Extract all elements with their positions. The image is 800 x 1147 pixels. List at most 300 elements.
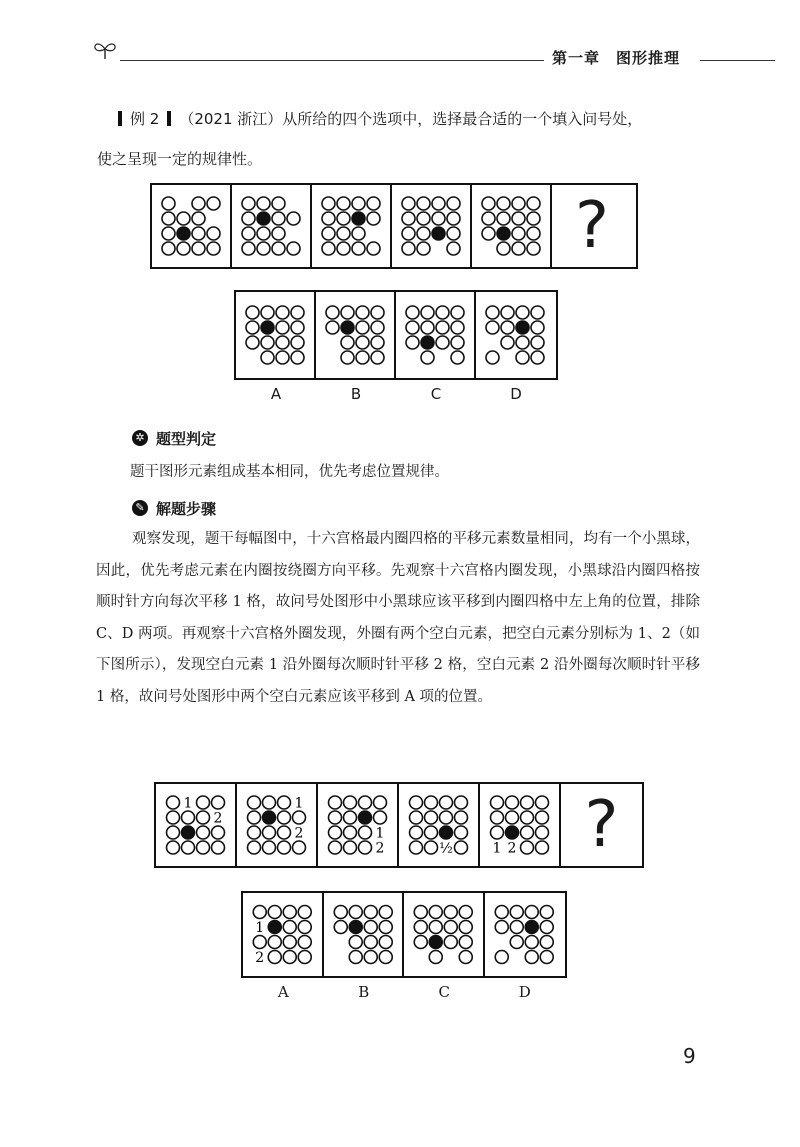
white-circle xyxy=(329,841,342,854)
top-options-strip xyxy=(234,290,558,380)
white-circle xyxy=(263,826,276,839)
white-circle xyxy=(440,811,453,824)
white-circle xyxy=(162,242,175,255)
white-circle xyxy=(326,306,339,319)
white-circle xyxy=(197,796,210,809)
white-circle xyxy=(417,212,430,225)
circle-grid xyxy=(243,893,322,976)
white-circle xyxy=(414,921,427,934)
white-circle xyxy=(291,306,304,319)
tag-bar-right xyxy=(167,111,171,126)
white-circle xyxy=(192,227,205,240)
white-circle xyxy=(402,242,415,255)
white-circle xyxy=(497,242,510,255)
white-circle xyxy=(197,841,210,854)
white-circle xyxy=(278,826,291,839)
white-circle xyxy=(451,336,464,349)
white-circle xyxy=(432,197,445,210)
option-label-d: D xyxy=(510,385,522,403)
white-circle xyxy=(261,351,274,364)
white-circle xyxy=(192,242,205,255)
white-circle xyxy=(356,321,369,334)
blank-label: 2 xyxy=(213,810,223,827)
white-circle xyxy=(212,796,225,809)
white-circle xyxy=(337,197,350,210)
white-circle xyxy=(491,796,504,809)
option-label-b: B xyxy=(358,983,370,1001)
white-circle xyxy=(506,811,519,824)
example-source: （2021 浙江） xyxy=(179,110,283,128)
white-circle xyxy=(455,796,468,809)
circle-grid xyxy=(485,893,564,976)
circle-grid xyxy=(324,893,403,976)
white-circle xyxy=(482,212,495,225)
option-label-a: A xyxy=(270,385,282,403)
white-circle xyxy=(447,197,460,210)
option-panel-a[interactable] xyxy=(243,893,324,976)
question-panel xyxy=(552,185,632,267)
white-circle xyxy=(268,906,281,919)
white-circle xyxy=(379,936,392,949)
white-circle xyxy=(263,841,276,854)
white-circle xyxy=(356,306,369,319)
white-circle xyxy=(436,306,449,319)
white-circle xyxy=(501,321,514,334)
white-circle xyxy=(406,306,419,319)
sequence-panel xyxy=(472,185,552,267)
white-circle xyxy=(510,906,523,919)
white-circle xyxy=(491,826,504,839)
circle-grid xyxy=(318,784,397,866)
sequence-panel xyxy=(237,784,318,866)
section-type-body: 题干图形元素组成基本相同，优先考虑位置规律。 xyxy=(130,464,449,480)
circle-grid xyxy=(237,784,316,866)
tag-bar-left xyxy=(118,111,122,126)
white-circle xyxy=(298,951,311,964)
sequence-panel xyxy=(156,784,237,866)
white-circle xyxy=(167,826,180,839)
header-rule-right xyxy=(700,60,775,61)
white-circle xyxy=(257,242,270,255)
blank-label: 2 xyxy=(375,840,385,857)
blank-label: 1 xyxy=(375,825,385,842)
white-circle xyxy=(278,841,291,854)
white-circle xyxy=(527,212,540,225)
white-circle xyxy=(406,336,419,349)
white-circle xyxy=(540,906,553,919)
white-circle xyxy=(501,306,514,319)
white-circle xyxy=(248,796,261,809)
option-panel-b[interactable] xyxy=(316,292,396,378)
white-circle xyxy=(212,841,225,854)
white-circle xyxy=(283,921,296,934)
white-circle xyxy=(242,227,255,240)
white-circle xyxy=(248,811,261,824)
white-circle xyxy=(371,336,384,349)
white-circle xyxy=(359,841,372,854)
white-circle xyxy=(410,796,423,809)
white-circle xyxy=(367,197,380,210)
white-circle xyxy=(444,906,457,919)
white-circle xyxy=(521,796,534,809)
white-circle xyxy=(287,242,300,255)
white-circle xyxy=(512,212,525,225)
white-circle xyxy=(421,306,434,319)
white-circle xyxy=(167,841,180,854)
white-circle xyxy=(291,321,304,334)
white-circle xyxy=(486,306,499,319)
white-circle xyxy=(512,197,525,210)
white-circle xyxy=(329,796,342,809)
black-ball xyxy=(182,826,195,839)
white-circle xyxy=(364,921,377,934)
white-circle xyxy=(287,212,300,225)
white-circle xyxy=(272,212,285,225)
white-circle xyxy=(322,212,335,225)
white-circle xyxy=(344,826,357,839)
option-label-d: D xyxy=(518,983,531,1001)
question-mark: ? xyxy=(575,189,609,263)
white-circle xyxy=(349,906,362,919)
white-circle xyxy=(182,811,195,824)
white-circle xyxy=(352,197,365,210)
example-question-line1 xyxy=(130,108,642,129)
white-circle xyxy=(540,921,553,934)
section-steps-title: 解题步骤 xyxy=(156,500,217,518)
white-circle xyxy=(207,197,220,210)
circle-grid xyxy=(399,784,478,866)
white-circle xyxy=(207,242,220,255)
option-panel-c[interactable] xyxy=(404,893,485,976)
white-circle xyxy=(162,227,175,240)
white-circle xyxy=(540,936,553,949)
white-circle xyxy=(322,227,335,240)
white-circle xyxy=(436,321,449,334)
white-circle xyxy=(521,826,534,839)
white-circle xyxy=(414,906,427,919)
circle-grid xyxy=(152,185,230,267)
white-circle xyxy=(341,351,354,364)
white-circle xyxy=(379,951,392,964)
circle-grid xyxy=(404,893,483,976)
white-circle xyxy=(410,826,423,839)
white-circle xyxy=(459,951,472,964)
black-ball xyxy=(341,321,354,334)
white-circle xyxy=(536,841,549,854)
white-circle xyxy=(197,811,210,824)
white-circle xyxy=(371,321,384,334)
white-circle xyxy=(192,212,205,225)
circle-grid xyxy=(396,292,474,378)
white-circle xyxy=(268,951,281,964)
white-circle xyxy=(276,336,289,349)
option-label-b: B xyxy=(350,385,362,403)
white-circle xyxy=(268,936,281,949)
white-circle xyxy=(495,951,508,964)
white-circle xyxy=(510,921,523,934)
blank-label: 1 xyxy=(255,920,265,936)
circle-grid xyxy=(236,292,314,378)
white-circle xyxy=(379,906,392,919)
top-puzzle-strip xyxy=(150,183,638,269)
black-ball xyxy=(263,811,276,824)
white-circle xyxy=(531,321,544,334)
black-ball xyxy=(440,826,453,839)
white-circle xyxy=(162,197,175,210)
white-circle xyxy=(337,212,350,225)
black-ball xyxy=(257,212,270,225)
white-circle xyxy=(459,936,472,949)
white-circle xyxy=(429,951,442,964)
white-circle xyxy=(246,336,259,349)
white-circle xyxy=(425,841,438,854)
sequence-panel xyxy=(399,784,480,866)
white-circle xyxy=(417,227,430,240)
white-circle xyxy=(344,811,357,824)
white-circle xyxy=(525,936,538,949)
example-question-line2: 使之呈现一定的规律性。 xyxy=(97,150,263,168)
white-circle xyxy=(329,826,342,839)
section-type-title: 题型判定 xyxy=(156,430,217,448)
section-steps-body: 观察发现，题干每幅图中，十六宫格最内圈四格的平移元素数量相同，均有一个小黑球，因此，优先考虑元素在内圈按绕圈方向平移。先观察十六宫格内圈发现，小黑球沿内圈四格按顺时针方向每次平移 1 格，故问号处图形中小黑球应该平移到内圈四格中左上角的位置，排除 C、D 两项。再观察十六宫格外圈发现，外圈有两个空白元素，把空白元素分别标为 1、2（如下图所示），发现空白元素 1 沿外圈每次顺时针平移 2 格，空白元素 2 沿外圈每次顺时针平移 1 格，故问号处图形中两个空白元素应该平移到 A 项的位置。 xyxy=(96,531,700,705)
white-circle xyxy=(253,936,266,949)
white-circle xyxy=(486,321,499,334)
white-circle xyxy=(364,951,377,964)
white-circle xyxy=(455,841,468,854)
white-circle xyxy=(261,336,274,349)
white-circle xyxy=(459,906,472,919)
white-circle xyxy=(253,906,266,919)
white-circle xyxy=(402,212,415,225)
white-circle xyxy=(367,212,380,225)
question-mark: ? xyxy=(584,788,619,862)
white-circle xyxy=(257,197,270,210)
white-circle xyxy=(495,906,508,919)
example-tag: 例 2 xyxy=(130,110,160,128)
white-circle xyxy=(374,811,387,824)
white-circle xyxy=(451,321,464,334)
white-circle xyxy=(356,336,369,349)
white-circle xyxy=(167,796,180,809)
white-circle xyxy=(352,227,365,240)
bottom-options-strip xyxy=(241,891,567,978)
white-circle xyxy=(341,306,354,319)
white-circle xyxy=(246,321,259,334)
white-circle xyxy=(516,306,529,319)
white-circle xyxy=(337,242,350,255)
white-circle xyxy=(425,811,438,824)
white-circle xyxy=(525,951,538,964)
white-circle xyxy=(451,351,464,364)
white-circle xyxy=(283,936,296,949)
white-circle xyxy=(486,351,499,364)
white-circle xyxy=(261,306,274,319)
blank-label: 2 xyxy=(294,825,304,842)
circle-grid xyxy=(316,292,394,378)
option-label-c: C xyxy=(430,385,442,403)
white-circle xyxy=(371,351,384,364)
white-circle xyxy=(521,811,534,824)
white-circle xyxy=(374,796,387,809)
black-ball xyxy=(429,936,442,949)
white-circle xyxy=(276,321,289,334)
white-circle xyxy=(298,921,311,934)
white-circle xyxy=(182,841,195,854)
circle-grid xyxy=(232,185,310,267)
white-circle xyxy=(364,936,377,949)
white-circle xyxy=(344,841,357,854)
white-circle xyxy=(356,351,369,364)
white-circle xyxy=(425,826,438,839)
example-question-text: 从所给的四个选项中，选择最合适的一个填入问号处， xyxy=(282,110,643,128)
white-circle xyxy=(536,796,549,809)
blank-label: 1 xyxy=(183,795,193,812)
sequence-panel xyxy=(152,185,232,267)
black-ball xyxy=(421,336,434,349)
white-circle xyxy=(197,826,210,839)
white-circle xyxy=(371,306,384,319)
option-panel-a[interactable] xyxy=(236,292,316,378)
white-circle xyxy=(344,796,357,809)
black-ball xyxy=(261,321,274,334)
white-circle xyxy=(497,212,510,225)
white-circle xyxy=(447,212,460,225)
white-circle xyxy=(177,242,190,255)
white-circle xyxy=(349,936,362,949)
white-circle xyxy=(248,841,261,854)
white-circle xyxy=(283,906,296,919)
white-circle xyxy=(536,826,549,839)
question-panel xyxy=(561,784,642,866)
blank-label: 1 xyxy=(294,795,304,812)
white-circle xyxy=(291,351,304,364)
option-label-a: A xyxy=(277,983,289,1001)
white-circle xyxy=(322,197,335,210)
white-circle xyxy=(242,212,255,225)
white-circle xyxy=(402,227,415,240)
white-circle xyxy=(444,936,457,949)
white-circle xyxy=(531,351,544,364)
white-circle xyxy=(359,796,372,809)
white-circle xyxy=(278,796,291,809)
black-ball xyxy=(497,227,510,240)
white-circle xyxy=(516,336,529,349)
white-circle xyxy=(527,227,540,240)
white-circle xyxy=(248,826,261,839)
blank-label: ½ xyxy=(439,840,453,857)
option-panel-d[interactable] xyxy=(485,893,566,976)
white-circle xyxy=(429,921,442,934)
black-ball xyxy=(516,321,529,334)
white-circle xyxy=(421,351,434,364)
black-ball xyxy=(525,921,538,934)
white-circle xyxy=(298,936,311,949)
white-circle xyxy=(278,811,291,824)
white-circle xyxy=(455,826,468,839)
white-circle xyxy=(540,951,553,964)
black-ball xyxy=(177,227,190,240)
white-circle xyxy=(482,197,495,210)
white-circle xyxy=(497,197,510,210)
gear-icon: ✲ xyxy=(132,430,148,446)
sequence-panel xyxy=(312,185,392,267)
white-circle xyxy=(298,906,311,919)
white-circle xyxy=(459,921,472,934)
white-circle xyxy=(341,336,354,349)
white-circle xyxy=(406,321,419,334)
sequence-panel xyxy=(480,784,561,866)
white-circle xyxy=(263,796,276,809)
white-circle xyxy=(429,906,442,919)
white-circle xyxy=(177,212,190,225)
white-circle xyxy=(501,336,514,349)
white-circle xyxy=(257,227,270,240)
black-ball xyxy=(506,826,519,839)
white-circle xyxy=(322,242,335,255)
white-circle xyxy=(410,811,423,824)
white-circle xyxy=(367,242,380,255)
white-circle xyxy=(447,227,460,240)
white-circle xyxy=(410,841,423,854)
white-circle xyxy=(516,351,529,364)
white-circle xyxy=(495,921,508,934)
white-circle xyxy=(440,796,453,809)
white-circle xyxy=(212,826,225,839)
blank-label: 2 xyxy=(507,840,517,857)
white-circle xyxy=(276,306,289,319)
black-ball xyxy=(349,921,362,934)
white-circle xyxy=(359,826,372,839)
header-rule-left xyxy=(120,60,544,61)
option-panel-d[interactable] xyxy=(476,292,556,378)
white-circle xyxy=(512,242,525,255)
black-ball xyxy=(268,921,281,934)
white-circle xyxy=(451,306,464,319)
white-circle xyxy=(425,796,438,809)
white-circle xyxy=(272,227,285,240)
option-panel-c[interactable] xyxy=(396,292,476,378)
white-circle xyxy=(334,921,347,934)
white-circle xyxy=(531,306,544,319)
white-circle xyxy=(414,936,427,949)
white-circle xyxy=(432,212,445,225)
white-circle xyxy=(242,197,255,210)
white-circle xyxy=(272,242,285,255)
white-circle xyxy=(329,811,342,824)
black-ball xyxy=(359,811,372,824)
sequence-panel xyxy=(318,784,399,866)
white-circle xyxy=(421,321,434,334)
white-circle xyxy=(167,811,180,824)
white-circle xyxy=(525,906,538,919)
white-circle xyxy=(272,197,285,210)
white-circle xyxy=(246,306,259,319)
sequence-panel xyxy=(392,185,472,267)
white-circle xyxy=(527,197,540,210)
circle-grid xyxy=(480,784,559,866)
circle-grid xyxy=(156,784,235,866)
white-circle xyxy=(444,921,457,934)
white-circle xyxy=(447,242,460,255)
pencil-icon: ✎ xyxy=(132,500,148,516)
circle-grid xyxy=(472,185,550,267)
white-circle xyxy=(521,841,534,854)
black-ball xyxy=(432,227,445,240)
white-circle xyxy=(192,197,205,210)
white-circle xyxy=(436,336,449,349)
white-circle xyxy=(242,242,255,255)
option-panel-b[interactable] xyxy=(324,893,405,976)
